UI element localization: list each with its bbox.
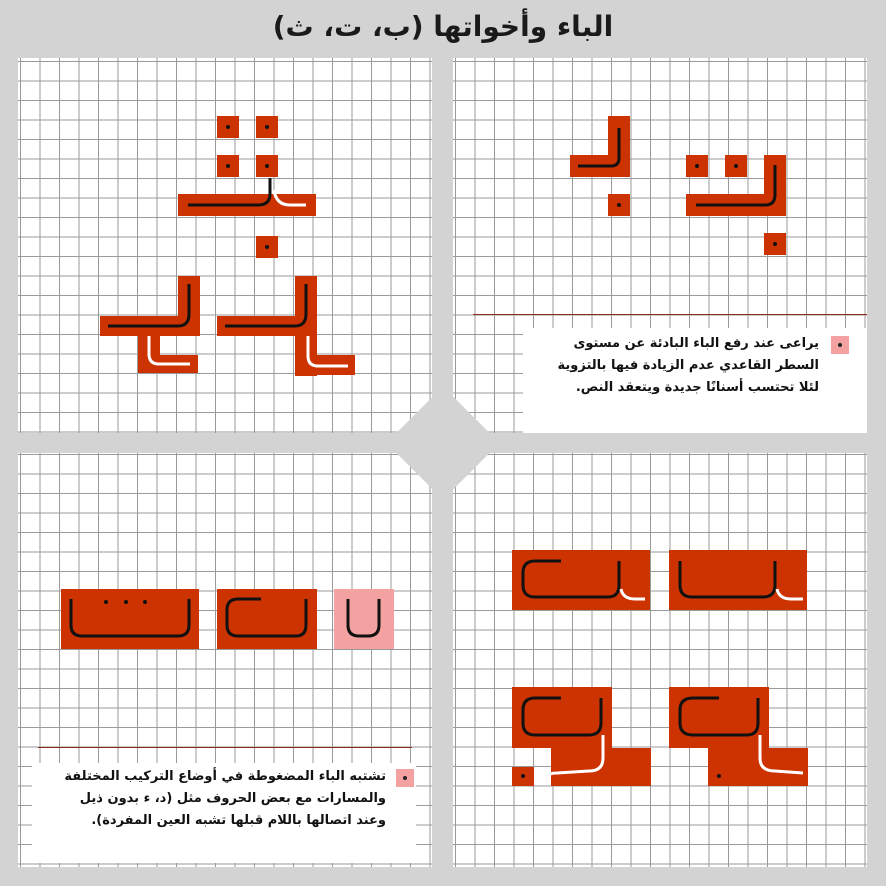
glyph-ba-compressed-2: [217, 589, 317, 649]
glyph-ba-final-1: [512, 687, 651, 786]
letterforms-bottom-right: [453, 453, 867, 867]
letterforms-top-left: [18, 58, 432, 433]
glyph-ba-initial: [570, 116, 630, 216]
panel-top-left: [18, 58, 432, 433]
glyph-ba-compressed-1: [61, 589, 199, 649]
note-box-bottom-left: [32, 763, 416, 863]
bullet-icon: [831, 336, 849, 354]
glyph-ta-lower-right: [217, 276, 355, 376]
divider-line: [38, 747, 412, 748]
bullet-icon: [396, 769, 414, 787]
glyph-tha-upper: [178, 116, 316, 258]
glyph-ba-lower-left: [100, 276, 200, 373]
panel-bottom-left: [18, 453, 432, 867]
page-title: الباء وأخواتها (ب، ت، ث): [272, 10, 614, 43]
glyph-ba-medial: [686, 155, 786, 255]
note-text-top-right: يراعى عند رفع الباء البادئة عن مستوى السطر القاعدي عدم الزيادة فيها بالتزوية لئلا تحتسب أسنانًا جديدة ويتعقد النص.: [557, 336, 819, 395]
glyph-ba-connected-1: [512, 550, 650, 610]
glyph-ba-compressed-highlight: [334, 589, 394, 649]
divider-line: [473, 314, 867, 315]
note-text-bottom-left: تشتبه الباء المضغوطة في أوضاع التركيب المختلفة والمسارات مع بعض الحروف مثل (د، ء بدون ذيل وعند اتصالها باللام قبلها تشبه العين المفردة).: [64, 769, 386, 828]
note-box-top-right: [523, 328, 867, 433]
panel-top-right: [453, 58, 867, 433]
panel-bottom-right: [453, 453, 867, 867]
glyph-ba-final-2: [669, 687, 808, 786]
glyph-ba-connected-2: [669, 550, 807, 610]
